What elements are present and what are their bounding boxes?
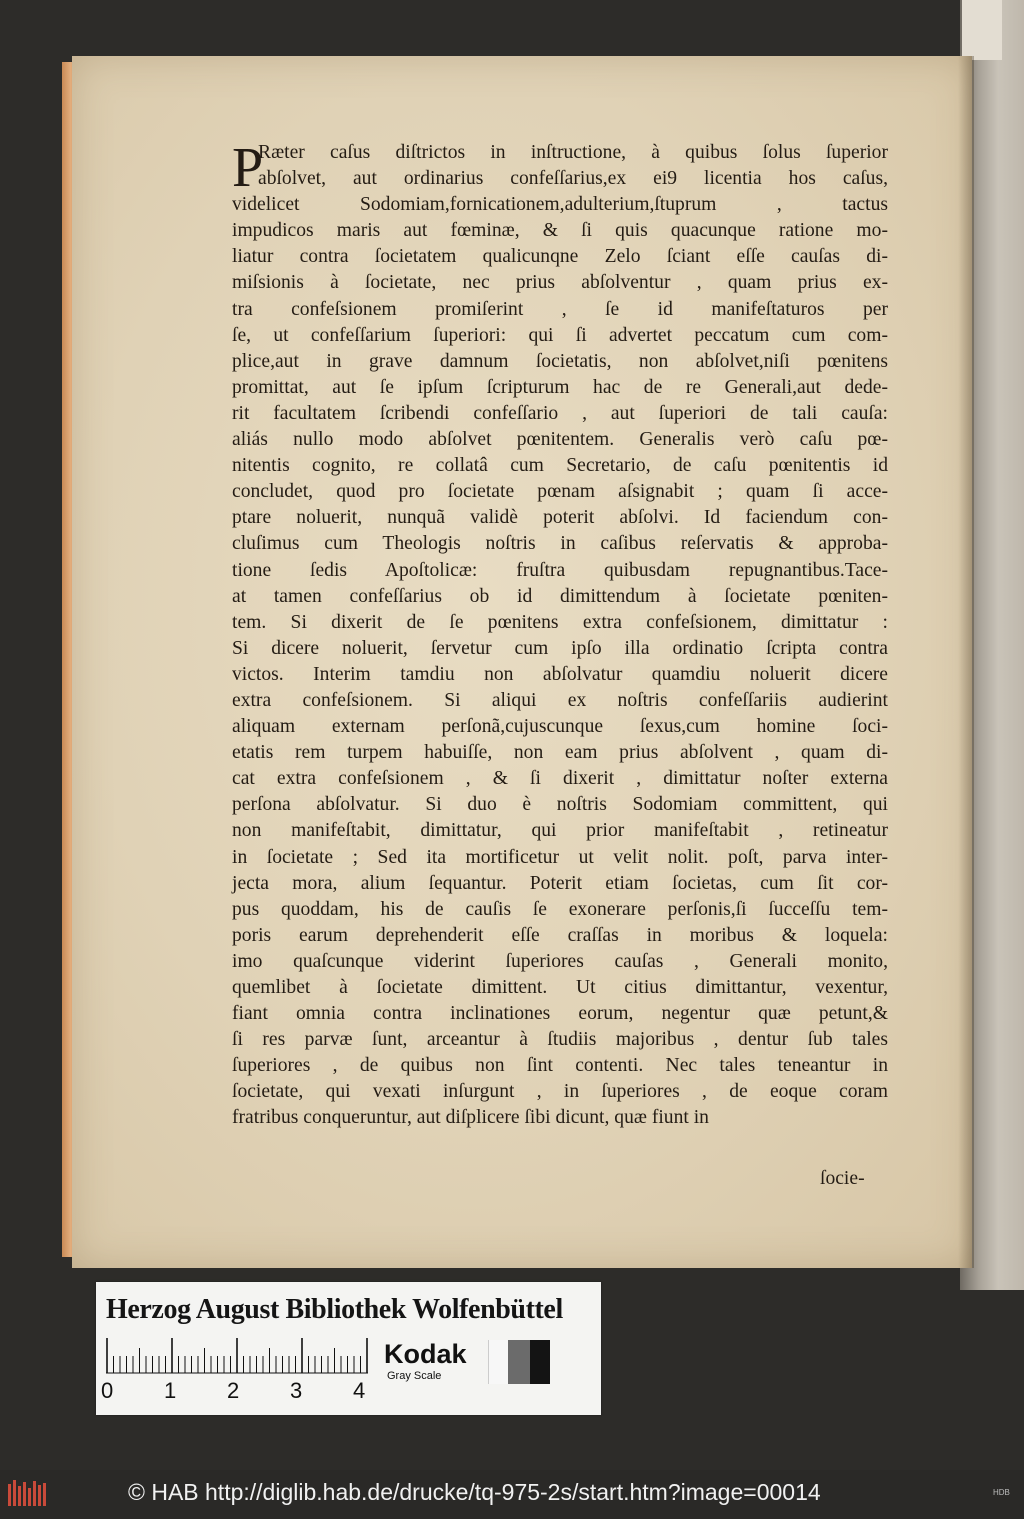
text-line: ptare noluerit, nunquã validè poterit abſolvi. Id faciendum con- xyxy=(232,507,888,529)
swatch-black xyxy=(530,1340,550,1384)
text-line: plice,aut in grave damnum ſocietatis, non abſolvet,niſi pœnitens xyxy=(232,350,888,372)
gray-scale-label: Gray Scale xyxy=(387,1370,442,1382)
text-line: etatis rem turpem habuiſſe, non eam prius abſolvent , quam di- xyxy=(232,742,888,764)
text-line: aliquam externam perſonã,cujuscunque ſexus,cum homine ſoci- xyxy=(232,716,888,738)
text-line: ſocietate, qui vexati inſurgunt , in ſuperiores , de eoque coram xyxy=(232,1081,888,1103)
text-line: perſona abſolvatur. Si duo è noſtris Sodomiam committent, qui xyxy=(232,794,888,816)
ruler-label: 3 xyxy=(290,1378,303,1403)
text-line: tem. Si dixerit de ſe pœnitens extra confeſsionem, dimittatur : xyxy=(232,611,888,633)
text-line: cluſimus cum Theologis noſtris in caſibus reſervatis & approba- xyxy=(232,533,888,555)
swatch-white xyxy=(488,1340,509,1384)
ruler-label: 2 xyxy=(227,1378,240,1403)
text-line: miſsionis à ſocietate, nec prius abſolventur , quam prius ex- xyxy=(232,272,888,294)
footer-mark: HDB xyxy=(993,1488,1010,1497)
text-line: concludet, quod pro ſocietate pœnam aſsignabit ; quam ſi acce- xyxy=(232,481,888,503)
text-line: nitentis cognito, re collatâ cum Secretario, de caſu pœnitentis id xyxy=(232,455,888,477)
drop-cap: P xyxy=(232,137,264,199)
text-line: impudicos maris aut fœminæ, & ſi quis quacunque ratione mo- xyxy=(232,220,888,242)
text-line: pus quoddam, his de cauſis ſe exonerare perſonis,ſi ſucceſſu tem- xyxy=(232,898,888,920)
text-line: liatur contra ſocietatem qualicunqne Zelo ſciant eſſe cauſas di- xyxy=(232,246,888,268)
text-line: in ſocietate ; Sed ita mortificetur ut velit nolit. poſt, parva inter- xyxy=(232,846,888,868)
hab-logo-icon xyxy=(8,1480,48,1508)
library-name: Herzog August Bibliothek Wolfenbüttel xyxy=(106,1294,563,1325)
text-line: abſolvet, aut ordinarius confeſſarius,ex ei9 licentia hos caſus, xyxy=(258,168,888,190)
text-line: aliás nullo modo abſolvet pœnitentem. Generalis verò caſu pœ- xyxy=(232,429,888,451)
page-gutter-shadow xyxy=(958,56,974,1268)
text-line: quemlibet à ſocietate dimittent. Ut citius dimittantur, vexentur, xyxy=(232,977,888,998)
text-line: promittat, aut ſe ipſum ſcripturum hac de re Generali,aut dede- xyxy=(232,376,888,398)
ruler-scale xyxy=(106,1338,371,1374)
ruler-label: 4 xyxy=(353,1378,366,1403)
body-text xyxy=(232,137,888,1132)
facing-page-corner xyxy=(962,0,1002,60)
text-line: fratribus conqueruntur, aut diſplicere ſibi dicunt, quæ fiunt in xyxy=(232,1107,709,1129)
text-line: tione ſedis Apoſtolicæ: fruſtra quibusdam repugnantibus.Tace- xyxy=(232,559,888,581)
text-line: ſuperiores , de quibus non ſint contenti. Nec tales teneantur in xyxy=(232,1055,888,1077)
text-line: rit facultatem ſcribendi confeſſario , aut ſuperiori de tali cauſa: xyxy=(232,402,888,424)
footer-bar xyxy=(0,1470,1024,1519)
text-line: at tamen confeſſarius ob id dimittendum à ſocietate pœniten- xyxy=(232,585,888,607)
text-line: poris earum deprehenderit eſſe craſſas in moribus & loquela: xyxy=(232,924,888,946)
text-line: tra confeſsionem promiſerint , ſe id manifeſtaturos per xyxy=(232,298,888,320)
text-line: non manifeſtabit, dimittatur, qui prior manifeſtabit , retineatur xyxy=(232,820,888,842)
text-line: ſi res parvæ ſunt, arceantur à ſtudiis majoribus , dentur ſub tales xyxy=(232,1029,888,1051)
ruler-label: 1 xyxy=(164,1378,177,1403)
text-line: cat extra confeſsionem , & ſi dixerit , dimittatur noſter externa xyxy=(232,768,888,790)
ruler-label: 0 xyxy=(101,1378,114,1403)
text-line: Si dicere noluerit, ſervetur cum ipſo illa ordinatio ſcripta contra xyxy=(232,637,888,659)
text-line: jecta mora, alium ſequantur. Poterit etiam ſocietas, cum ſit cor- xyxy=(232,872,888,894)
text-line: videlicet Sodomiam,fornicationem,adulterium,ſtuprum , tactus xyxy=(232,194,888,216)
text-line: Ræter caſus diſtrictos in inſtructione, à quibus ſolus ſuperior xyxy=(258,142,888,163)
text-line: ſe, ut confeſſarium ſuperiori: qui ſi advertet peccatum cum com- xyxy=(232,324,888,346)
catchword: ſocie- xyxy=(820,1168,865,1189)
copyright-url: © HAB http://diglib.hab.de/drucke/tq-975-2s/start.htm?image=00014 xyxy=(128,1479,821,1505)
kodak-logo: Kodak xyxy=(384,1339,467,1369)
text-line: victos. Interim tamdiu non abſolvatur quamdiu noluerit dicere xyxy=(232,663,888,685)
text-line: imo quaſcunque viderint ſuperiores cauſas , Generali monito, xyxy=(232,950,888,972)
color-target-card xyxy=(96,1282,601,1415)
text-line: extra confeſsionem. Si aliqui ex noſtris confeſſariis audierint xyxy=(232,689,888,711)
swatch-gray xyxy=(508,1340,530,1384)
text-line: fiant omnia contra inclinationes eorum, negentur quæ petunt,& xyxy=(232,1003,888,1025)
